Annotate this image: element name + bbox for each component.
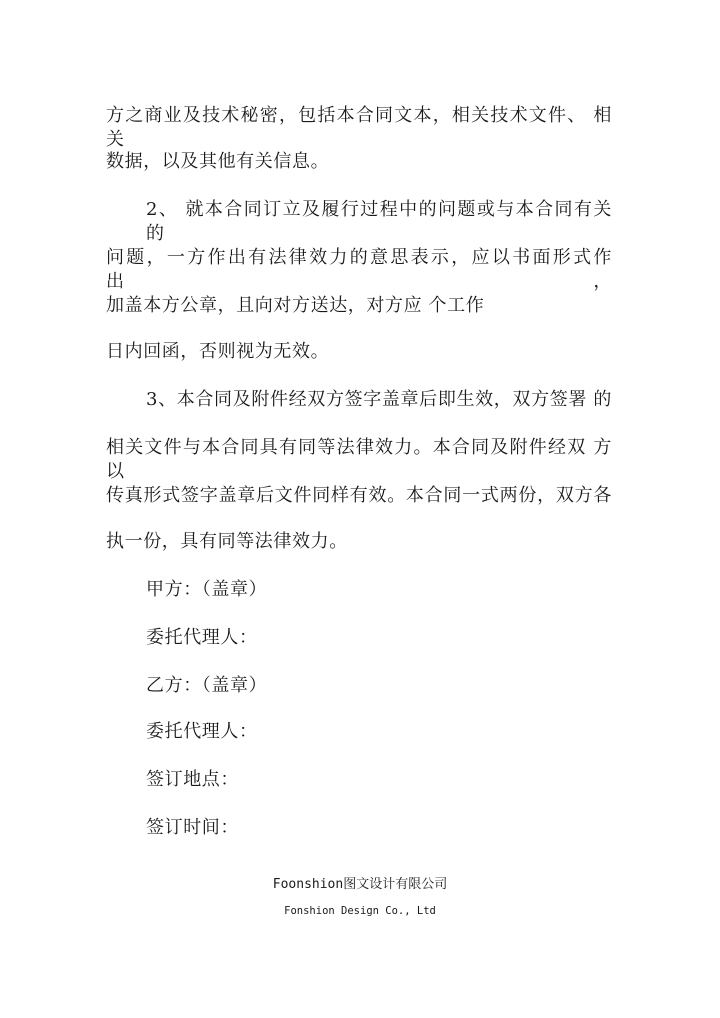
body-line-7: 3、本合同及附件经双方签字盖章后即生效，双方签署 的 xyxy=(146,389,612,410)
agent-a-label: 委托代理人： xyxy=(146,627,258,648)
signing-time-label: 签订时间： xyxy=(146,817,239,838)
body-line-10: 执一份，具有同等法律效力。 xyxy=(106,531,348,552)
party-a-label: 甲方：（盖章） xyxy=(146,579,268,600)
footer-company-cn: Foonshion图文设计有限公司 xyxy=(272,877,448,892)
footer-company-en: Fonshion Design Co., Ltd xyxy=(284,905,436,917)
body-line-1: 方之商业及技术秘密，包括本合同文本，相关技术文件、 相关 xyxy=(106,105,612,150)
signing-place-label: 签订地点： xyxy=(146,769,239,790)
body-line-3: 2、 就本合同订立及履行过程中的问题或与本合同有关 的 xyxy=(146,199,612,244)
agent-b-label: 委托代理人： xyxy=(146,721,258,742)
body-line-6: 日内回函，否则视为无效。 xyxy=(106,341,330,362)
body-line-9: 传真形式签字盖章后文件同样有效。本合同一式两份，双方各 xyxy=(106,485,612,506)
body-line-4: 问题，一方作出有法律效力的意思表示，应以书面形式作 出， xyxy=(106,247,612,292)
party-b-label: 乙方：（盖章） xyxy=(146,675,268,696)
body-line-2: 数据，以及其他有关信息。 xyxy=(106,151,330,172)
body-line-8: 相关文件与本合同具有同等法律效力。本合同及附件经双 方以 xyxy=(106,437,612,482)
body-line-5: 加盖本方公章，且向对方送达，对方应 个工作 xyxy=(106,295,485,316)
